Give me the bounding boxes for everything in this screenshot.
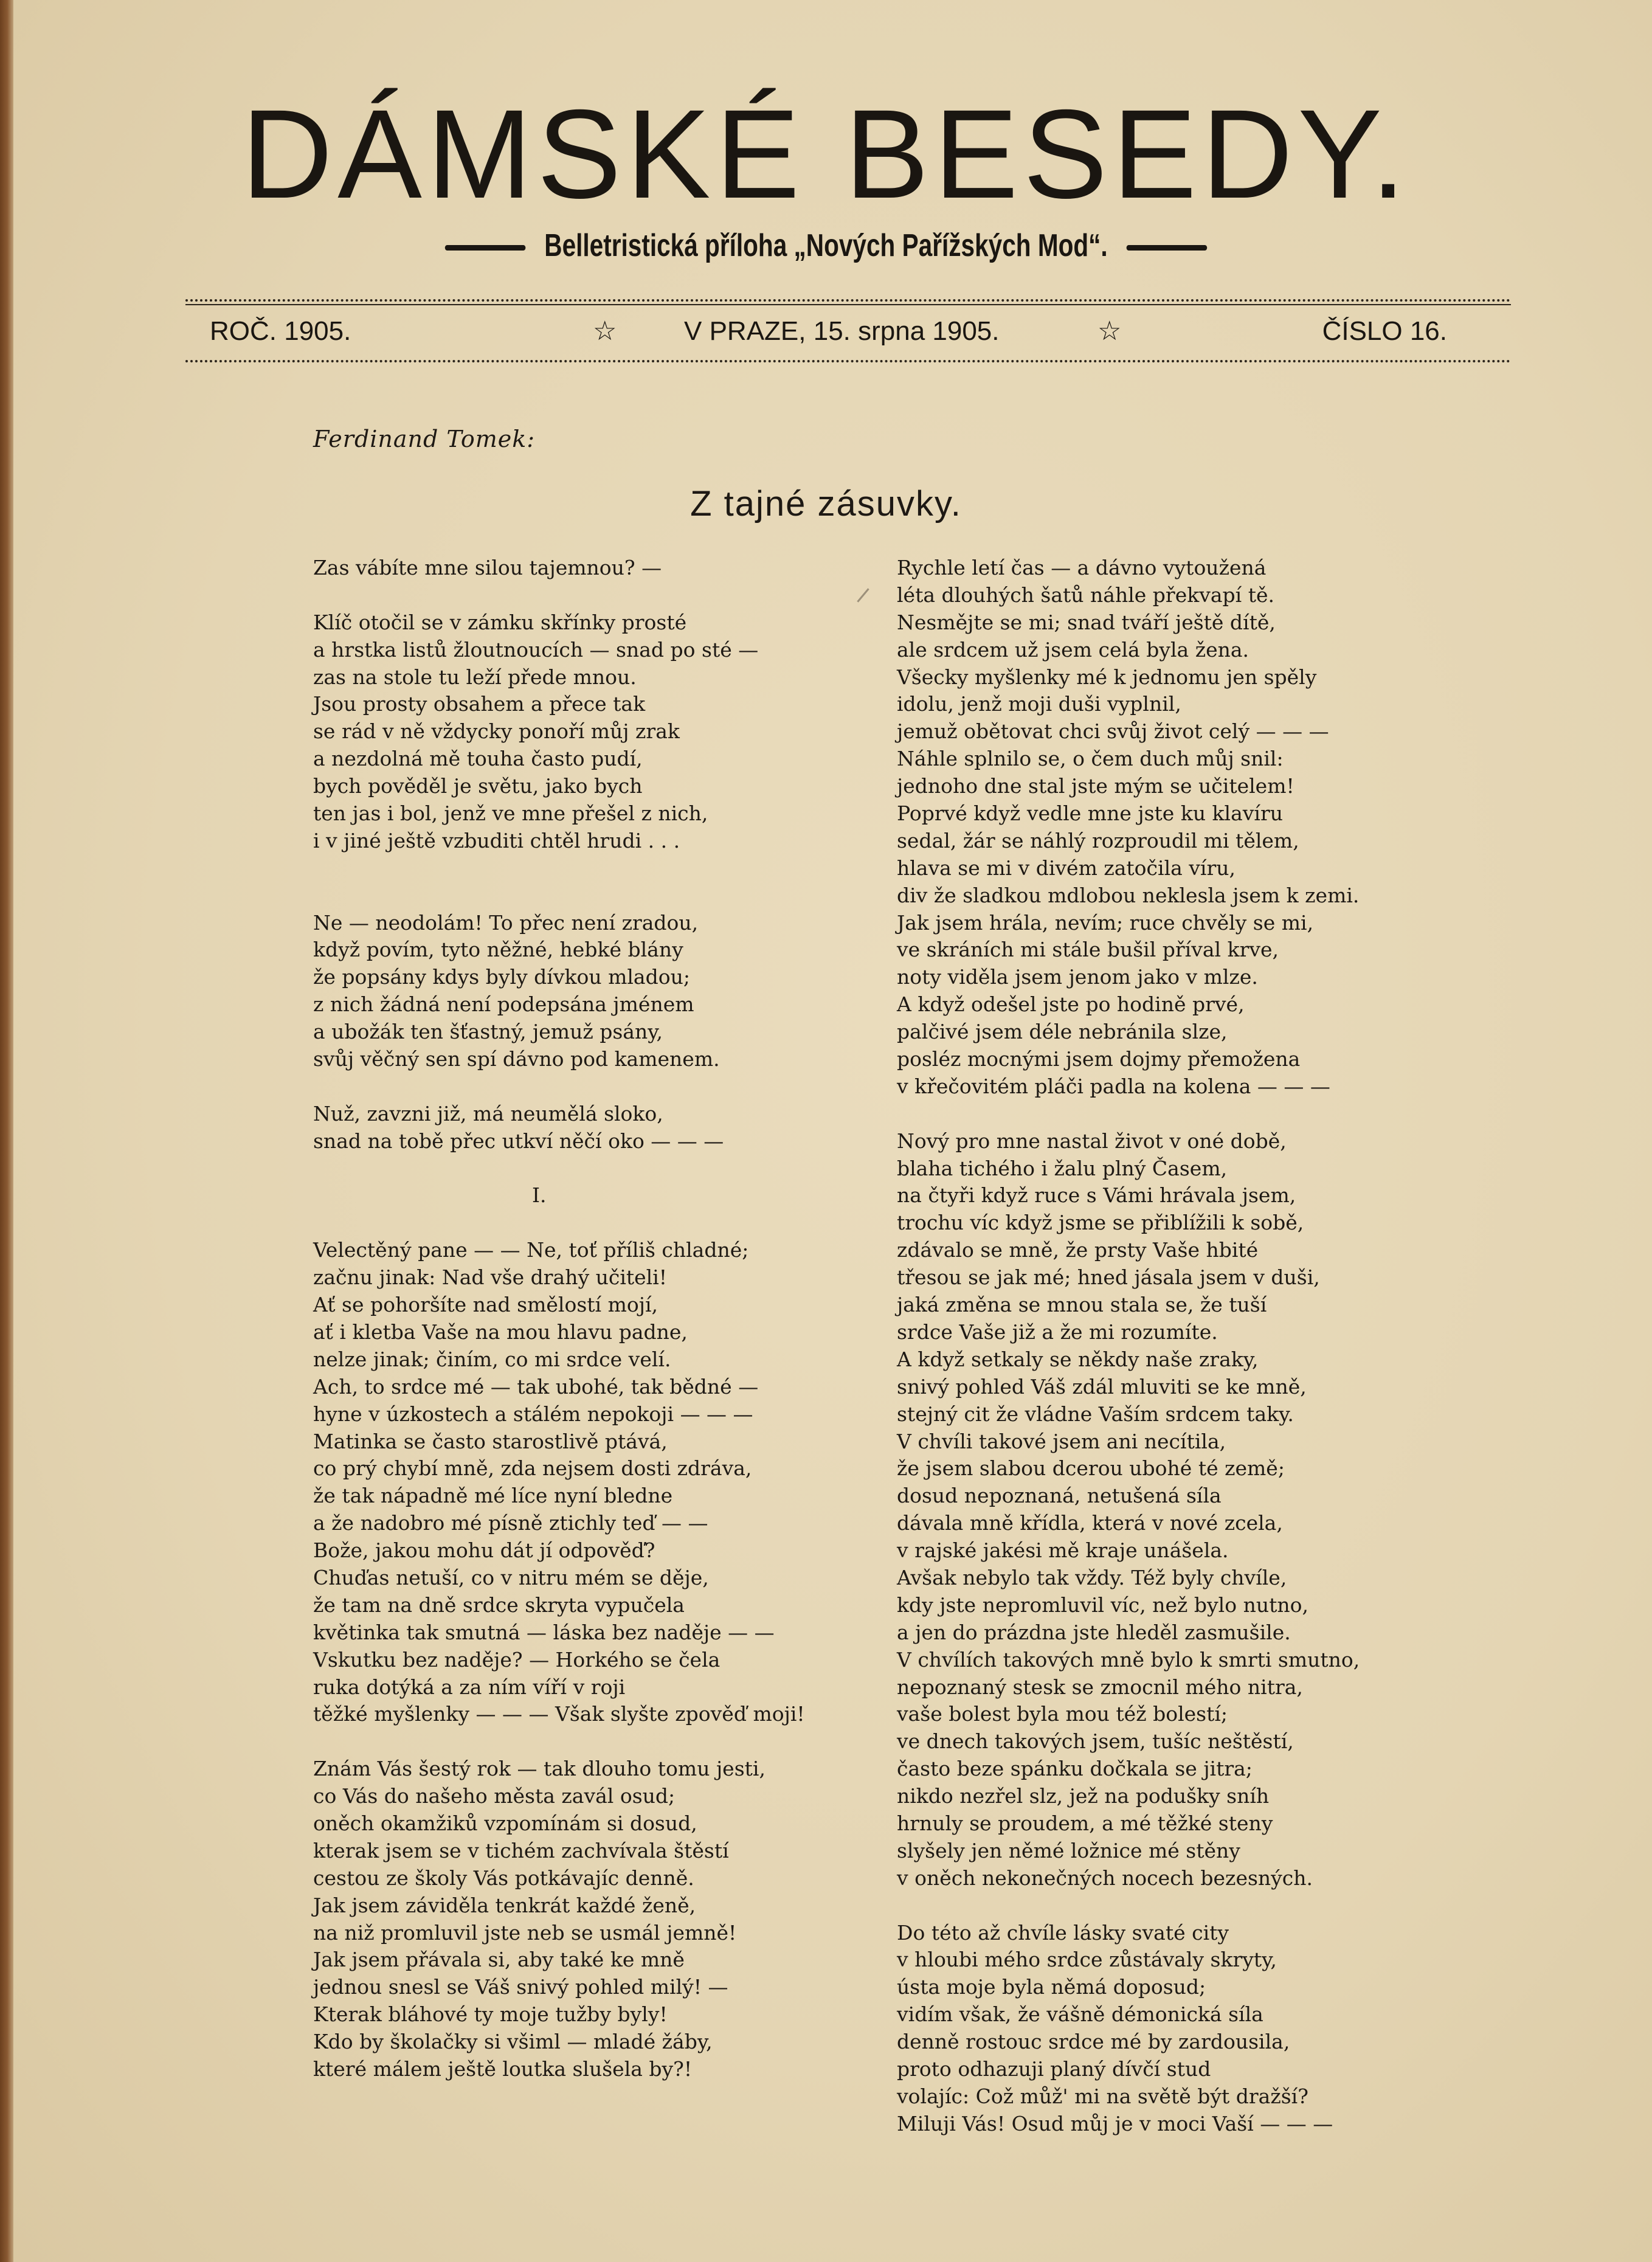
verse-line: Matinka se často starostlivě ptává, [313, 1429, 668, 1453]
verse-line: jednoho dne stal jste mým se učitelem! [897, 774, 1294, 798]
stanza-gap [313, 1155, 836, 1183]
verse-line: jemuž obětovat chci svůj život celý — — — [897, 719, 1329, 744]
verse-line: Jak jsem záviděla tenkrát každé ženě, [313, 1893, 696, 1917]
verse-line: hlava se mi v divém zatočila víru, [897, 856, 1236, 880]
verse-line: Poprvé když vedle mne jste ku klavíru [897, 801, 1284, 826]
poem-left-column [313, 555, 836, 2083]
verse-line: Avšak nebylo tak vždy. Též byly chvíle, [897, 1565, 1287, 1589]
stanza-gap [897, 1892, 1426, 1920]
verse-line: Zas vábíte mne silou tajemnou? — [313, 556, 662, 579]
verse-line: Nesmějte se mi; snad tváří ještě dítě, [897, 610, 1276, 634]
verse-line: a že nadobro mé písně ztichly teď — — [313, 1511, 708, 1535]
verse-line: že popsány kdys byly dívkou mladou; [313, 965, 690, 989]
verse-line: idolu, jenž moji duši vyplnil, [897, 692, 1181, 716]
verse-line: posléz mocnými jsem dojmy přemožena [897, 1047, 1301, 1071]
verse-line: a jen do prázdna jste hleděl zasmušile. [897, 1620, 1291, 1644]
article-author: Ferdinand Tomek: [313, 426, 536, 452]
article-title: Z tajné zásuvky. [690, 484, 962, 524]
verse-line: Do této až chvíle lásky svaté city [897, 1920, 1229, 1945]
masthead-title: DÁMSKÉ BESEDY. [241, 84, 1411, 225]
verse-line: slyšely jen němé ložnice mé stěny [897, 1838, 1240, 1863]
verse-line: Miluji Vás! Osud můj je v moci Vaší — — — [897, 2111, 1333, 2136]
verse-line: nelze jinak; činím, co mi srdce velí. [313, 1347, 671, 1371]
verse-line: co Vás do našeho města zavál osud; [313, 1784, 676, 1808]
verse-line: dosud nepoznaná, netušená síla [897, 1484, 1222, 1508]
verse-line: snad na tobě přec utkví něčí oko — — — [313, 1129, 724, 1153]
verse-line: Vskutku bez naděje? — Horkého se čela [313, 1647, 721, 1672]
stanza-gap [313, 1209, 836, 1237]
verse-line: dávala mně křídla, která v nové zcela, [897, 1511, 1283, 1535]
verse-line: nikdo nezřel slz, jež na podušky sníh [897, 1784, 1270, 1808]
verse-line: ve dnech takových jsem, tušíc neštěstí, [897, 1729, 1294, 1754]
verse-line: těžké myšlenky — — — Však slyšte zpověď moji! [313, 1702, 805, 1726]
verse-line: třesou se jak mé; hned jásala jsem v duši, [897, 1265, 1320, 1290]
verse-line: se rád v ně vždycky ponoří můj zrak [313, 719, 680, 744]
stanza-gap [897, 1101, 1426, 1128]
verse-line: V chvíli takové jsem ani necítila, [897, 1429, 1226, 1453]
verse-line: Jsou prosty obsahem a přece tak [313, 692, 646, 716]
verse-line: Bože, jakou mohu dát jí odpověď? [313, 1538, 655, 1563]
verse-line: v rajské jakési mě kraje unášela. [897, 1538, 1229, 1563]
verse-line: stejný cit že vládne Vaším srdcem taky. [897, 1402, 1294, 1426]
verse-line: oněch okamžiků vzpomínám si dosud, [313, 1811, 697, 1835]
verse-line: Rychle letí čas — a dávno vytoužená [897, 556, 1267, 579]
verse-line: kterak jsem se v tichém zachvívala štěstí [313, 1838, 729, 1863]
verse-line: Kdo by školačky si všiml — mladé žáby, [313, 2030, 713, 2054]
ornamental-dash-left [444, 245, 525, 251]
verse-line: ústa moje byla němá doposud; [897, 1975, 1206, 1999]
verse-line: ruka dotýká a za ním víří v roji [313, 1675, 626, 1699]
verse-line: bych pověděl je světu, jako bych [313, 774, 643, 798]
verse-line: Nový pro mne nastal život v oné době, [897, 1129, 1287, 1153]
verse-line: ten jas i bol, jenž ve mne přešel z nich, [313, 801, 708, 826]
verse-line: A když setkaly se někdy naše zraky, [897, 1347, 1259, 1371]
verse-line: trochu víc když jsme se přiblížili k sobě, [897, 1211, 1304, 1235]
verse-line: a hrstka listů žloutnoucích — snad po sté — [313, 637, 759, 662]
verse-line: ve skráních mi stále bušil příval krve, [897, 938, 1279, 962]
verse-line: na niž promluvil jste neb se usmál jemně! [313, 1920, 737, 1945]
star-ornament-left: ☆ [593, 316, 617, 346]
verse-line: Nuž, zavzni již, má neumělá sloko, [313, 1101, 663, 1126]
verse-line: i v jiné ještě vzbuditi chtěl hrudi . . . [313, 828, 680, 853]
verse-line: květinka tak smutná — láska bez naděje — — [313, 1620, 775, 1644]
place-date: V PRAZE, 15. srpna 1905. [684, 316, 1000, 346]
verse-line: Ať se pohoršíte nad smělostí mojí, [313, 1293, 658, 1317]
verse-line: A když odešel jste po hodině prvé, [897, 992, 1245, 1017]
verse-line: nepoznaný stesk se zmocnil mého nitra, [897, 1675, 1303, 1699]
verse-line: ať i kletba Vaše na mou hlavu padne, [313, 1320, 688, 1344]
verse-line: co prý chybí mně, zda nejsem dosti zdráva, [313, 1456, 752, 1481]
verse-line: V chvílích takových mně bylo k smrti smutno, [897, 1647, 1360, 1672]
stanza-gap [313, 855, 836, 882]
verse-line: a ubožák ten šťastný, jemuž psány, [313, 1020, 663, 1044]
verse-line: že jsem slabou dcerou ubohé té země; [897, 1456, 1285, 1481]
verse-line: Jak jsem přávala si, aby také ke mně [313, 1948, 685, 1972]
verse-line: Kterak bláhové ty moje tužby byly! [313, 2002, 668, 2027]
stanza-gap [313, 882, 836, 910]
stanza-gap [313, 582, 836, 609]
verse-line: div že sladkou mdlobou neklesla jsem k zemi. [897, 883, 1360, 907]
verse-line: noty viděla jsem jenom jako v mlze. [897, 965, 1258, 989]
verse-line: vidím však, že vášně démonická síla [897, 2002, 1263, 2027]
verse-line: snivý pohled Váš zdál mluviti se ke mně, [897, 1374, 1307, 1399]
verse-line: zdávalo se mně, že prsty Vaše hbité [897, 1238, 1259, 1262]
verse-line: často beze spánku dočkala se jitra; [897, 1757, 1253, 1781]
verse-line: a nezdolná mě touha často pudí, [313, 747, 643, 771]
dotted-rule-top [185, 299, 1511, 302]
masthead-subtitle-row [182, 230, 1470, 261]
verse-line: léta dlouhých šatů náhle překvapí tě. [897, 583, 1274, 607]
verse-line: Jak jsem hrála, nevím; ruce chvěly se mi, [897, 910, 1314, 935]
verse-line: srdce Vaše již a že mi rozumíte. [897, 1320, 1218, 1344]
dateline [210, 313, 1447, 350]
masthead-subtitle: Belletristická příloha „Nových Pařížských Mod“. [544, 228, 1108, 263]
verse-line: ale srdcem už jsem celá byla žena. [897, 637, 1249, 662]
verse-line: Chuďas netuší, co v nitru mém se děje, [313, 1565, 709, 1589]
verse-line: Všecky myšlenky mé k jednomu jen spěly [897, 665, 1317, 689]
verse-line: denně rostouc srdce mé by zardousila, [897, 2030, 1290, 2054]
verse-line: volajíc: Což můž' mi na světě být dražší? [897, 2084, 1308, 2108]
verse-line: Ne — neodolám! To přec není zradou, [313, 910, 699, 935]
verse-line: v hloubi mého srdce zůstávaly skryty, [897, 1948, 1277, 1972]
verse-line: v oněch nekonečných nocech bezesných. [897, 1866, 1313, 1890]
verse-line: Ach, to srdce mé — tak ubohé, tak bědné — [313, 1374, 759, 1399]
verse-line: na čtyři když ruce s Vámi hrávala jsem, [897, 1183, 1296, 1208]
poem-right-column [897, 555, 1426, 2138]
verse-line: sedal, žár se náhlý rozproudil mi tělem, [897, 828, 1299, 853]
volume-year: ROČ. 1905. [210, 316, 351, 346]
verse-line: které málem ještě loutka slušela by?! [313, 2056, 693, 2081]
section-number: I. [532, 1183, 547, 1208]
verse-line: zas na stole tu leží přede mnou. [313, 665, 637, 689]
dotted-rule-bottom [185, 360, 1511, 362]
verse-line: Velectěný pane — — Ne, toť příliš chladné; [313, 1238, 749, 1262]
verse-line: z nich žádná není podepsána jménem [313, 992, 694, 1017]
verse-line: že tak nápadně mé líce nyní bledne [313, 1484, 673, 1508]
ornamental-dash-right [1127, 245, 1208, 251]
issue-number: ČÍSLO 16. [1322, 316, 1447, 346]
verse-line: Znám Vás šestý rok — tak dlouho tomu jesti, [313, 1757, 766, 1781]
verse-line: jaká změna se mnou stala se, že tuší [897, 1293, 1267, 1317]
verse-line: že tam na dně srdce skryta vypučela [313, 1593, 685, 1617]
verse-line: svůj věčný sen spí dávno pod kamenem. [313, 1047, 720, 1071]
verse-line: hyne v úzkostech a stálém nepokoji — — — [313, 1402, 753, 1426]
verse-line: vaše bolest byla mou též bolestí; [897, 1702, 1228, 1726]
verse-line: kdy jste nepromluvil víc, než bylo nutno, [897, 1593, 1308, 1617]
verse-line: cestou ze školy Vás potkávajíc denně. [313, 1866, 694, 1890]
stanza-gap [313, 1728, 836, 1755]
book-binding-edge [0, 0, 13, 2262]
verse-line: palčivé jsem déle nebránila slze, [897, 1020, 1228, 1044]
verse-line: v křečovitém pláči padla na kolena — — — [897, 1074, 1330, 1098]
verse-line: hrnuly se proudem, a mé těžké steny [897, 1811, 1273, 1835]
verse-line: jednou snesl se Váš snivý pohled milý! — [313, 1975, 728, 1999]
verse-line: proto odhazuji planý dívčí stud [897, 2056, 1211, 2081]
verse-line: když povím, tyto něžné, hebké blány [313, 938, 683, 962]
verse-line: blaha tichého i žalu plný Časem, [897, 1156, 1228, 1180]
solid-rule-top [185, 304, 1511, 305]
star-ornament-right: ☆ [1097, 316, 1122, 346]
verse-line: Náhle splnilo se, o čem duch můj snil: [897, 747, 1284, 771]
verse-line: Klíč otočil se v zámku skřínky prosté [313, 610, 687, 634]
verse-line: začnu jinak: Nad vše drahý učiteli! [313, 1265, 668, 1290]
stanza-gap [313, 1073, 836, 1101]
